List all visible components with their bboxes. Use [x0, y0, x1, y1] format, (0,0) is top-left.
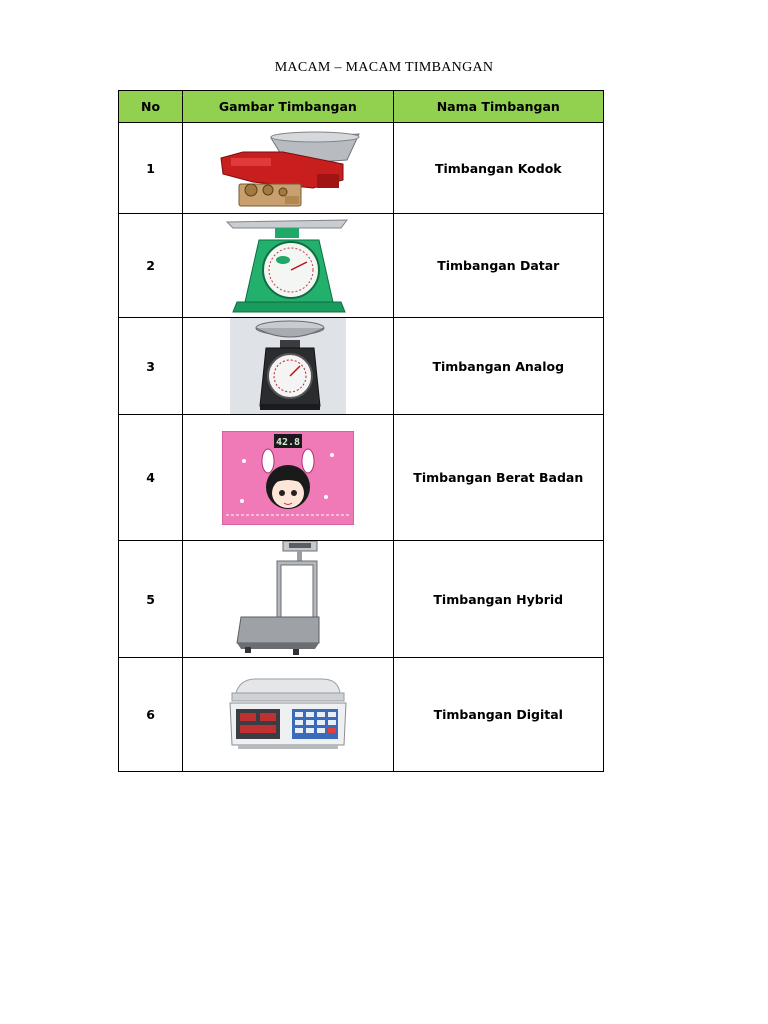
row-image [183, 318, 393, 415]
row-image [183, 214, 393, 318]
header-no: No [119, 91, 183, 123]
row-name: Timbangan Berat Badan [393, 415, 603, 541]
table-row [119, 318, 604, 415]
table-row [119, 541, 604, 658]
platform-dial-scale-icon [223, 216, 353, 316]
row-name: Timbangan Datar [393, 214, 603, 318]
table-row [119, 415, 604, 541]
row-number: 1 [119, 123, 183, 214]
row-number: 6 [119, 658, 183, 772]
frog-scale-icon [213, 124, 363, 212]
row-image [183, 658, 393, 772]
page-title: MACAM – MACAM TIMBANGAN [274, 60, 494, 75]
digital-scale-icon [228, 677, 348, 753]
table-row [119, 214, 604, 318]
scales-table [118, 90, 604, 772]
row-number: 3 [119, 318, 183, 415]
scale-display-reading: 42.8 [275, 436, 300, 448]
row-number: 5 [119, 541, 183, 658]
row-image [183, 541, 393, 658]
row-name: Timbangan Analog [393, 318, 603, 415]
row-image [183, 123, 393, 214]
row-image [183, 415, 393, 541]
analog-kitchen-scale-icon [230, 318, 346, 414]
bathroom-scale-icon [222, 431, 354, 525]
row-name: Timbangan Kodok [393, 123, 603, 214]
table-row [119, 658, 604, 772]
row-name: Timbangan Hybrid [393, 541, 603, 658]
table-row [119, 123, 604, 214]
table-header-row [119, 91, 604, 123]
header-image: Gambar Timbangan [183, 91, 393, 123]
hybrid-platform-scale-icon [223, 541, 353, 657]
header-name: Nama Timbangan [393, 91, 603, 123]
row-number: 2 [119, 214, 183, 318]
row-name: Timbangan Digital [393, 658, 603, 772]
row-number: 4 [119, 415, 183, 541]
